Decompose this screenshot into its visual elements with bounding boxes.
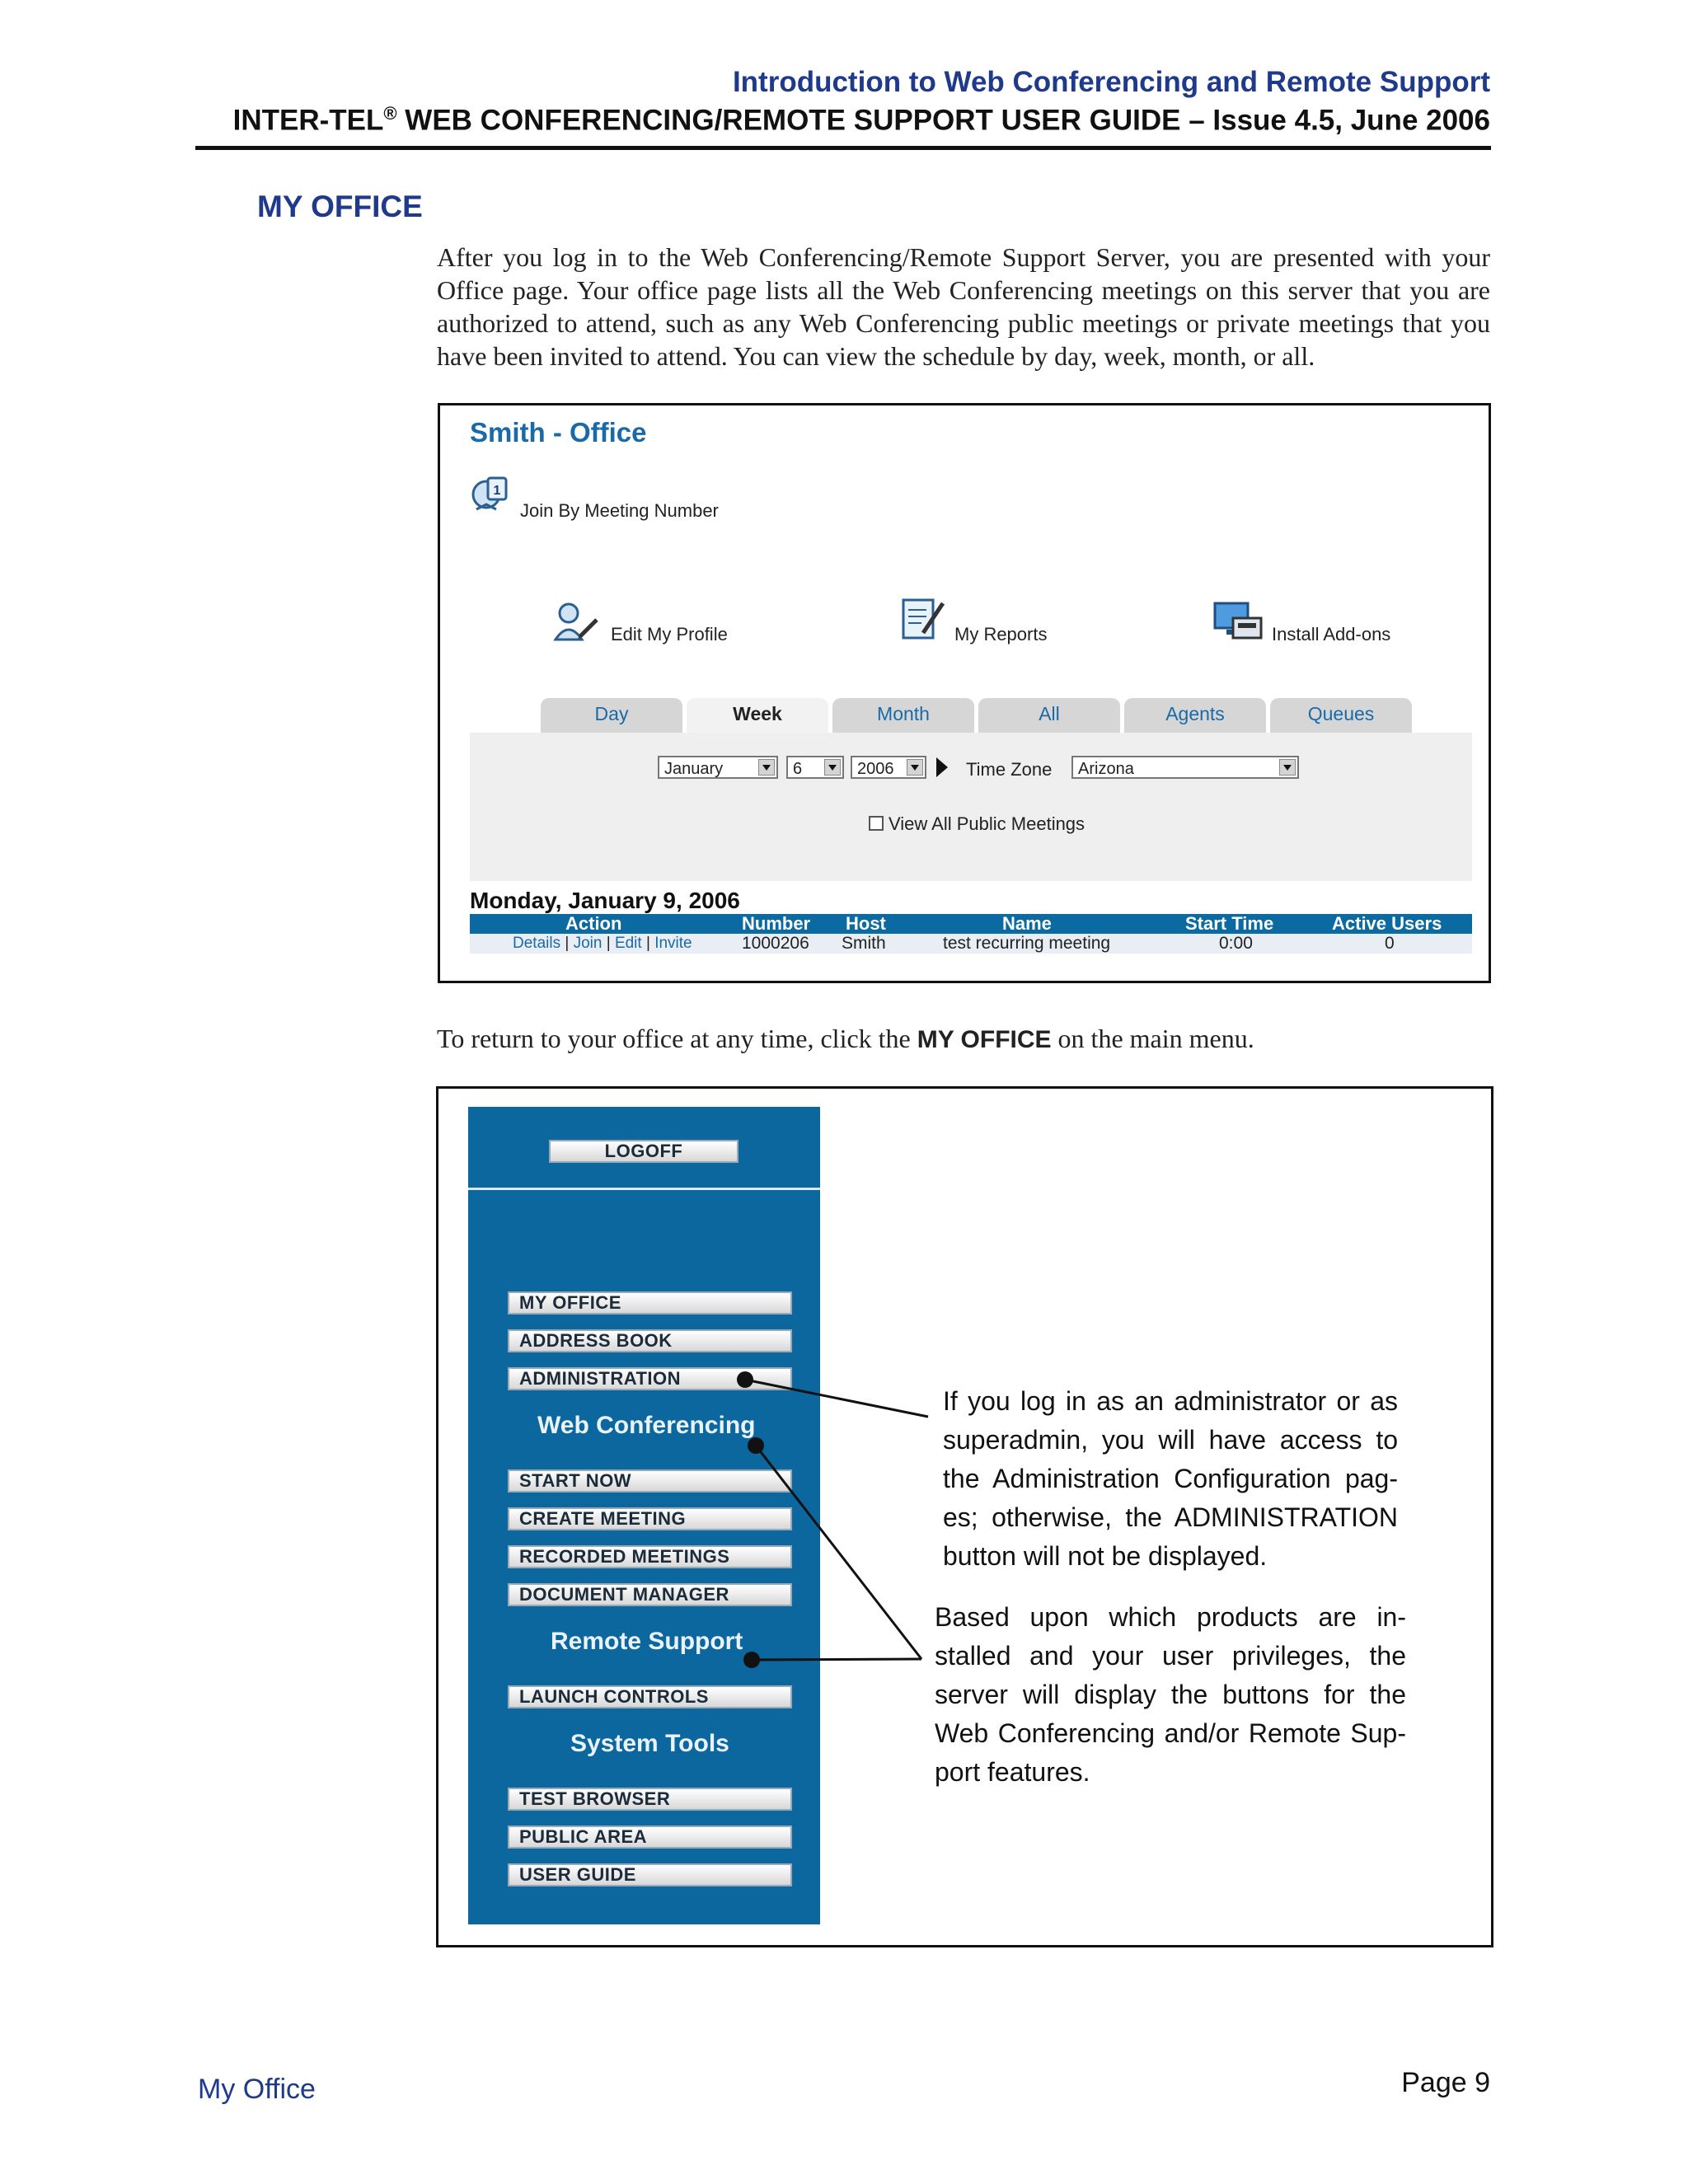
tab-week[interactable]: Week bbox=[687, 698, 828, 733]
create-meeting-button[interactable]: CREATE MEETING bbox=[508, 1507, 792, 1530]
header-rule bbox=[195, 146, 1491, 150]
next-arrow-icon[interactable] bbox=[936, 757, 948, 777]
meeting-number: 1000206 bbox=[742, 934, 809, 953]
admin-callout-note: If you log in as an administrator or as superadmin, you will have access to the Administration Configuration pag-es; otherwise, the ADMINISTRATION button will not be displayed. bbox=[943, 1386, 1398, 1571]
table-row bbox=[470, 934, 1472, 954]
document-manager-button[interactable]: DOCUMENT MANAGER bbox=[508, 1583, 792, 1606]
install-addons-icon[interactable] bbox=[1212, 600, 1261, 644]
meeting-name: test recurring meeting bbox=[943, 934, 1111, 953]
edit-profile-link[interactable]: Edit My Profile bbox=[611, 624, 728, 644]
col-active-users: Active Users bbox=[1332, 913, 1442, 934]
tab-agents[interactable]: Agents bbox=[1124, 698, 1266, 733]
install-addons-link[interactable]: Install Add-ons bbox=[1272, 624, 1391, 644]
col-number: Number bbox=[742, 913, 811, 934]
day-value: 6 bbox=[793, 760, 803, 778]
test-browser-button[interactable]: TEST BROWSER bbox=[508, 1788, 792, 1811]
col-start-time: Start Time bbox=[1185, 913, 1274, 934]
section-title: MY OFFICE bbox=[257, 190, 423, 223]
web-conferencing-heading: Web Conferencing bbox=[537, 1412, 756, 1439]
join-by-number-link[interactable]: Join By Meeting Number bbox=[520, 500, 719, 521]
tab-day[interactable]: Day bbox=[541, 698, 682, 733]
meeting-host: Smith bbox=[842, 934, 886, 953]
chevron-down-icon bbox=[1279, 759, 1296, 776]
main-menu-screenshot bbox=[436, 1086, 1493, 1947]
guide-title: WEB CONFERENCING/REMOTE SUPPORT USER GUIDE – Issue 4.5, June 2006 bbox=[396, 104, 1490, 137]
running-header-subtitle bbox=[233, 103, 1490, 138]
administration-button[interactable]: ADMINISTRATION bbox=[508, 1367, 792, 1390]
date-filter-panel bbox=[470, 733, 1472, 881]
my-reports-link[interactable]: My Reports bbox=[954, 624, 1048, 644]
logoff-button[interactable]: LOGOFF bbox=[549, 1140, 738, 1163]
return-text-bold: MY OFFICE bbox=[917, 1026, 1052, 1053]
col-name: Name bbox=[1002, 913, 1052, 934]
col-host: Host bbox=[846, 913, 886, 934]
timezone-value: Arizona bbox=[1078, 760, 1134, 778]
products-callout-note: Based upon which products are in-stalled and your user privileges, the server will display the buttons for the Web Conferencing and/or Remote Sup-port features. bbox=[935, 1602, 1406, 1787]
day-select[interactable] bbox=[786, 756, 844, 779]
year-value: 2006 bbox=[857, 760, 894, 778]
user-guide-button[interactable]: USER GUIDE bbox=[508, 1863, 792, 1886]
month-select[interactable] bbox=[658, 756, 778, 779]
chevron-down-icon bbox=[824, 759, 841, 776]
chevron-down-icon bbox=[907, 759, 923, 776]
office-title: Smith - Office bbox=[470, 417, 647, 448]
view-all-checkbox[interactable] bbox=[869, 816, 884, 831]
registered-mark: ® bbox=[383, 103, 397, 124]
day-heading: Monday, January 9, 2006 bbox=[470, 888, 740, 913]
my-office-button[interactable]: MY OFFICE bbox=[508, 1291, 792, 1315]
details-link[interactable]: Details bbox=[513, 935, 561, 952]
system-tools-heading: System Tools bbox=[570, 1730, 729, 1757]
tab-all[interactable]: All bbox=[978, 698, 1120, 733]
month-value: January bbox=[664, 760, 724, 778]
meeting-start: 0:00 bbox=[1219, 934, 1253, 953]
view-all-label: View All Public Meetings bbox=[889, 813, 1085, 834]
invite-link[interactable]: Invite bbox=[654, 935, 692, 952]
public-area-button[interactable]: PUBLIC AREA bbox=[508, 1825, 792, 1849]
return-text-before: To return to your office at any time, click the bbox=[437, 1024, 917, 1053]
meeting-table-header bbox=[470, 914, 1472, 934]
chevron-down-icon bbox=[758, 759, 775, 776]
footer-section-name: My Office bbox=[198, 2074, 316, 2105]
col-action: Action bbox=[565, 913, 622, 934]
return-text-after: on the main menu. bbox=[1051, 1024, 1254, 1053]
year-select[interactable] bbox=[851, 756, 926, 779]
recorded-meetings-button[interactable]: RECORDED MEETINGS bbox=[508, 1545, 792, 1568]
return-instruction bbox=[437, 1024, 1254, 1054]
tab-queues[interactable]: Queues bbox=[1270, 698, 1412, 733]
timezone-label: Time Zone bbox=[966, 759, 1053, 780]
footer-page-number: Page 9 bbox=[1401, 2067, 1490, 2098]
timezone-select[interactable] bbox=[1071, 756, 1299, 779]
svg-text:1: 1 bbox=[493, 484, 501, 498]
meeting-active-users: 0 bbox=[1385, 934, 1395, 953]
address-book-button[interactable]: ADDRESS BOOK bbox=[508, 1329, 792, 1352]
running-header-title: Introduction to Web Conferencing and Remote Support bbox=[732, 66, 1490, 98]
edit-link[interactable]: Edit bbox=[614, 935, 642, 952]
tab-month[interactable]: Month bbox=[832, 698, 974, 733]
edit-profile-icon[interactable] bbox=[552, 600, 602, 644]
row-actions: Details | Join | Edit | Invite bbox=[513, 935, 692, 952]
join-meeting-icon[interactable] bbox=[470, 473, 516, 518]
remote-support-heading: Remote Support bbox=[551, 1628, 743, 1655]
launch-controls-button[interactable]: LAUNCH CONTROLS bbox=[508, 1685, 792, 1708]
office-page-screenshot bbox=[438, 403, 1491, 983]
reports-icon[interactable] bbox=[898, 595, 948, 640]
intro-paragraph: After you log in to the Web Conferencing/Remote Support Server, you are presented with your Office page. Your office page lists all the Web Conferencing meetings on this server that you are authorized to attend, such as any Web Conferencing public meetings or private meetings that you have been invited to attend. You can view the schedule by day, week, month, or all. bbox=[437, 242, 1490, 371]
schedule-tabs bbox=[470, 698, 1475, 728]
join-link[interactable]: Join bbox=[573, 935, 603, 952]
start-now-button[interactable]: START NOW bbox=[508, 1469, 792, 1493]
brand-name: INTER-TEL bbox=[232, 104, 384, 137]
